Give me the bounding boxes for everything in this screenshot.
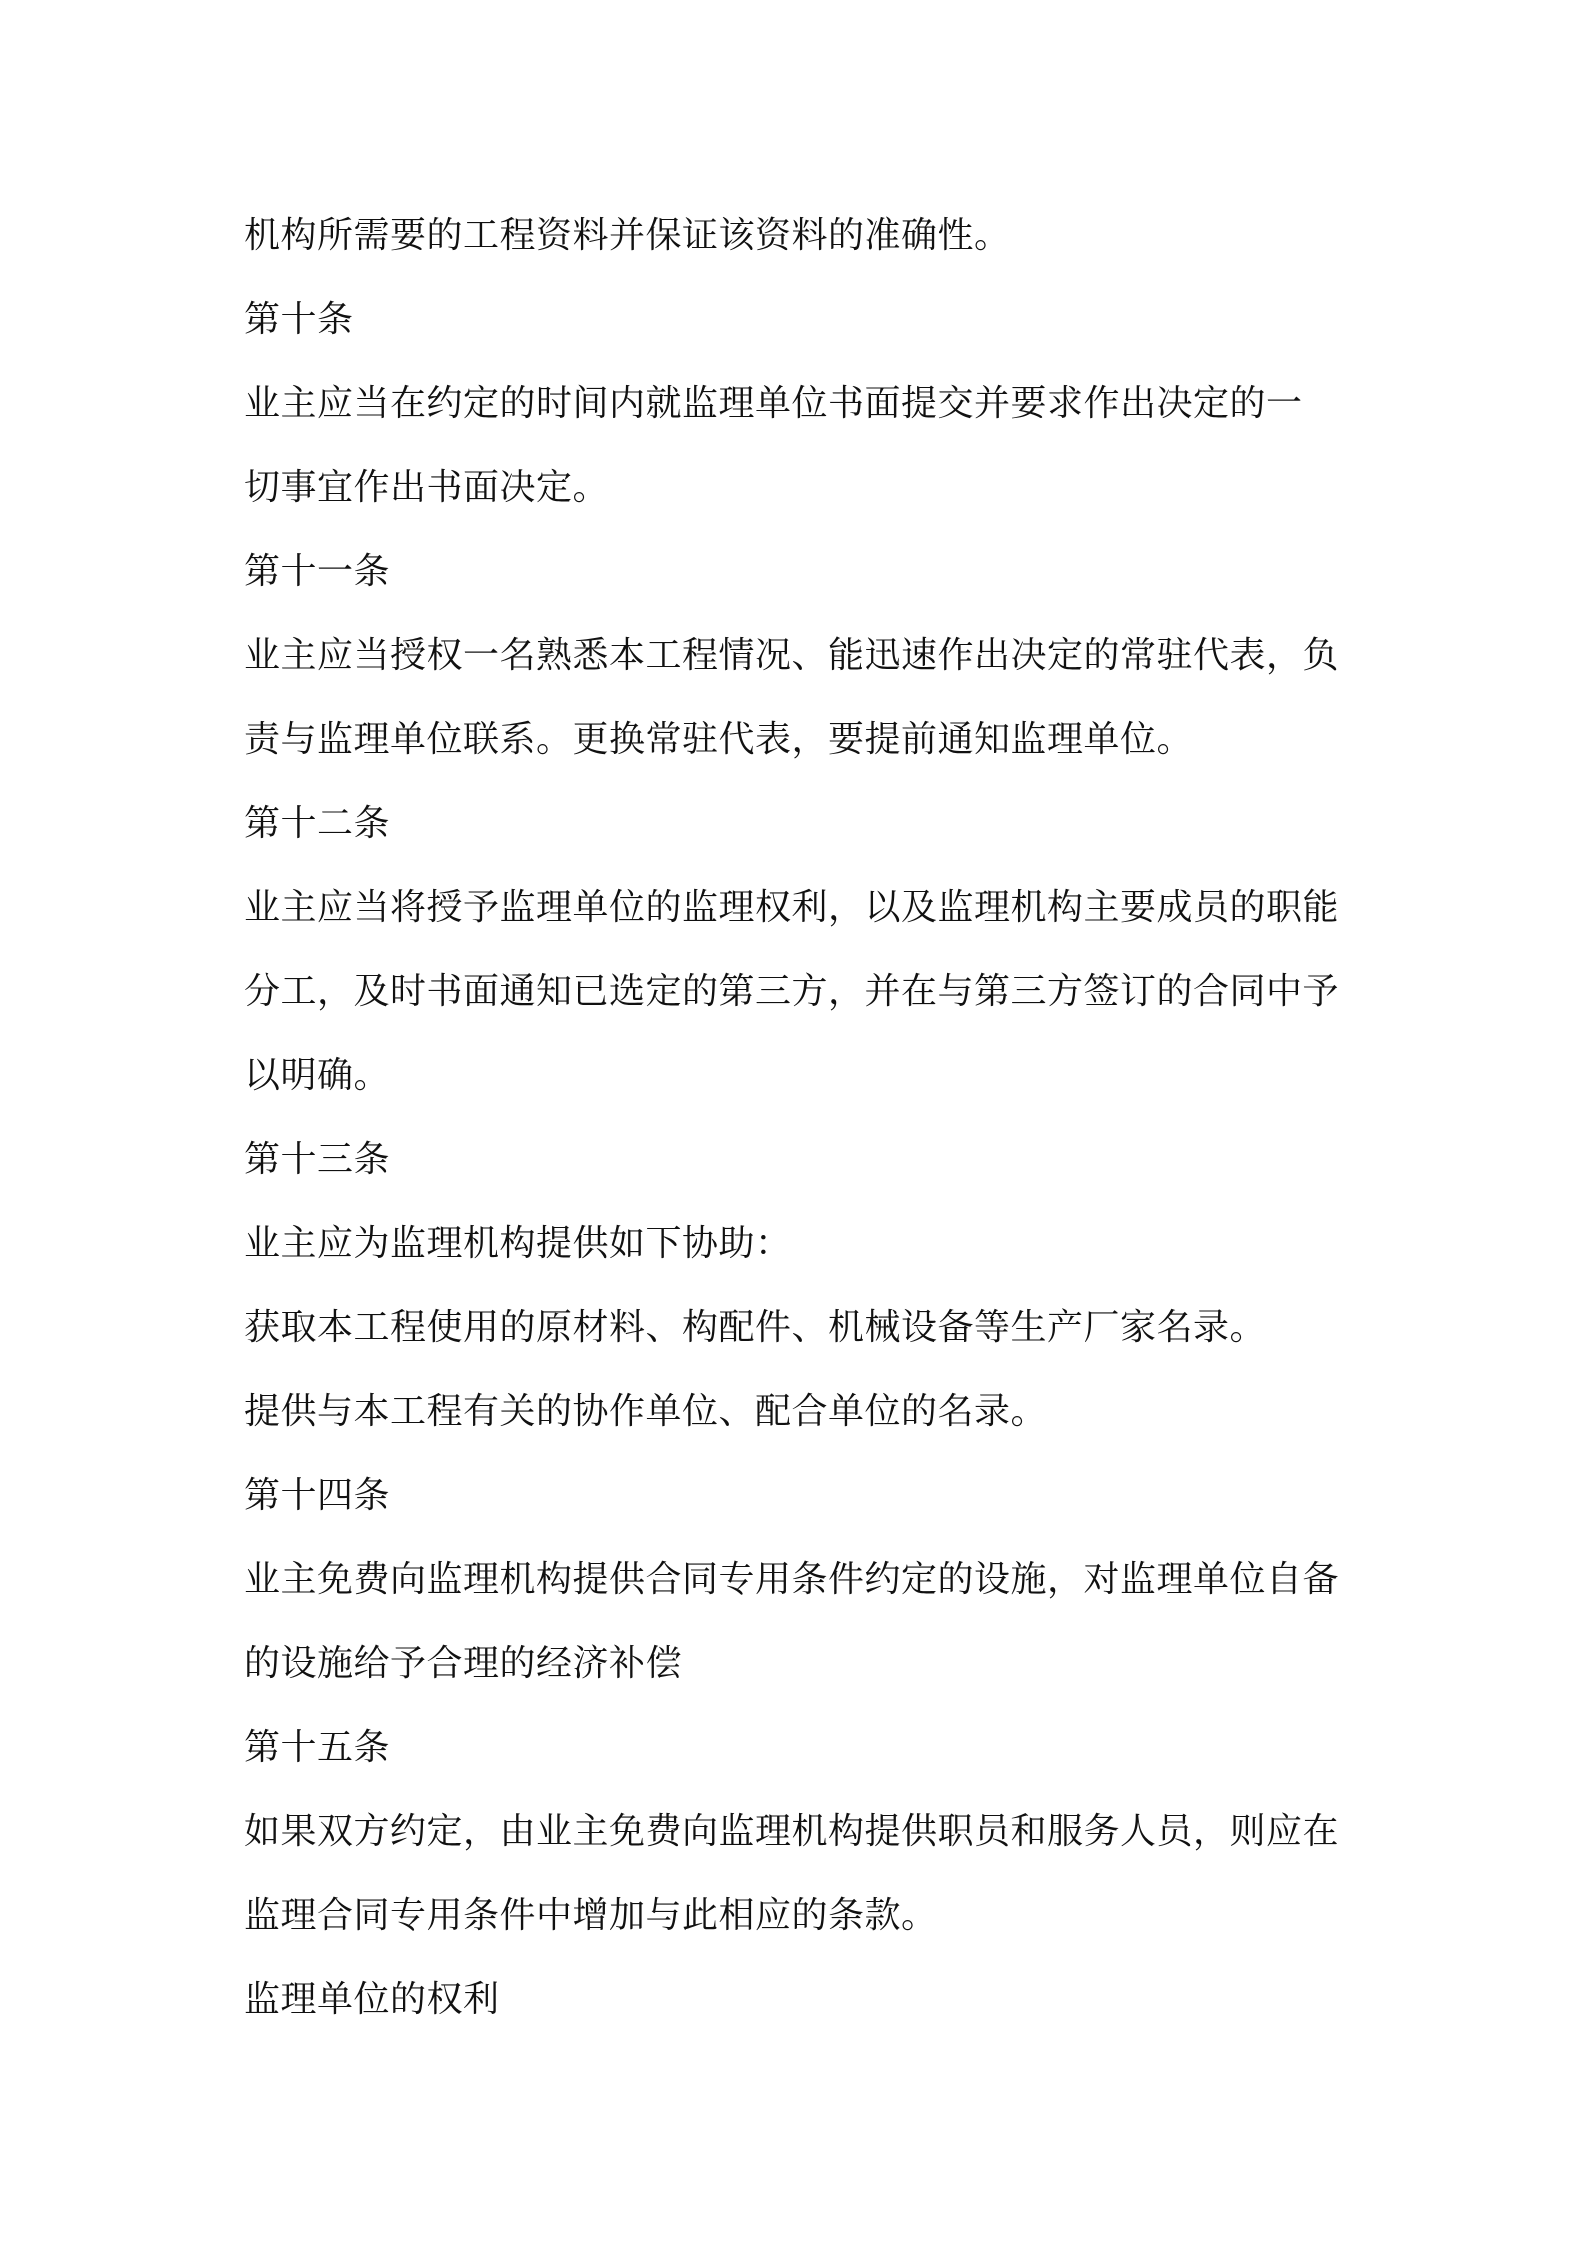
article-heading: 第十二条	[244, 803, 391, 844]
body-text-line: 责与监理单位联系。更换常驻代表，要提前通知监理单位。	[244, 719, 1194, 760]
section-heading: 监理单位的权利	[244, 1979, 500, 2020]
body-text-line: 业主应当将授予监理单位的监理权利，以及监理机构主要成员的职能	[244, 887, 1340, 928]
body-text-line: 获取本工程使用的原材料、构配件、机械设备等生产厂家名录。	[244, 1307, 1267, 1348]
body-text-line: 业主应当在约定的时间内就监理单位书面提交并要求作出决定的一	[244, 383, 1303, 424]
article-heading: 第十一条	[244, 551, 391, 592]
body-text-line: 分工，及时书面通知已选定的第三方，并在与第三方签订的合同中予	[244, 971, 1340, 1012]
body-text-line: 的设施给予合理的经济补偿	[244, 1643, 683, 1684]
body-text-line: 以明确。	[244, 1055, 391, 1096]
body-text-line: 业主应当授权一名熟悉本工程情况、能迅速作出决定的常驻代表，负	[244, 635, 1340, 676]
article-heading: 第十条	[244, 299, 354, 340]
article-heading: 第十五条	[244, 1727, 391, 1768]
body-text-line: 机构所需要的工程资料并保证该资料的准确性。	[244, 215, 1011, 256]
body-text-line: 切事宜作出书面决定。	[244, 467, 610, 508]
body-text-line: 提供与本工程有关的协作单位、配合单位的名录。	[244, 1391, 1048, 1432]
article-heading: 第十三条	[244, 1139, 391, 1180]
document-body	[244, 194, 1364, 2042]
body-text-line: 业主应为监理机构提供如下协助：	[244, 1223, 792, 1264]
body-text-line: 业主免费向监理机构提供合同专用条件约定的设施，对监理单位自备	[244, 1559, 1340, 1600]
body-text-line: 监理合同专用条件中增加与此相应的条款。	[244, 1895, 938, 1936]
body-text-line: 如果双方约定，由业主免费向监理机构提供职员和服务人员，则应在	[244, 1811, 1340, 1852]
article-heading: 第十四条	[244, 1475, 391, 1516]
